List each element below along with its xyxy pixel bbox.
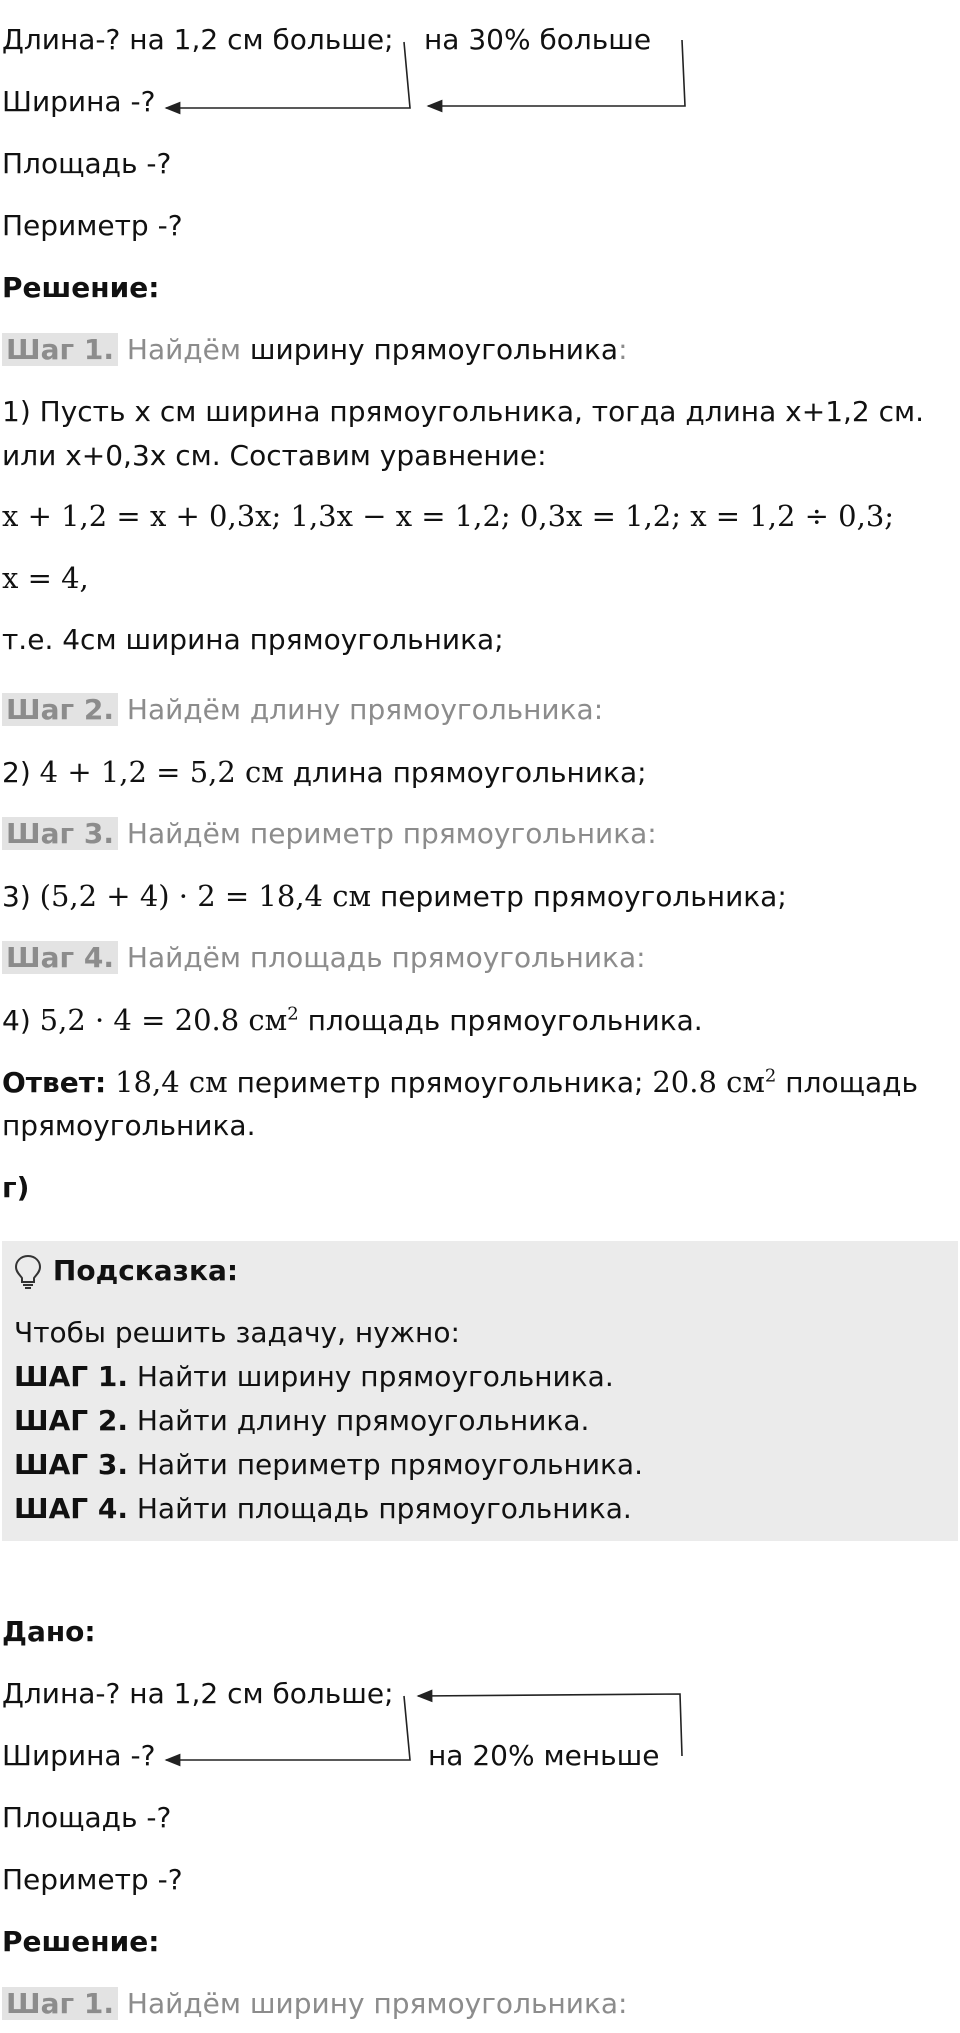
step1b-heading	[2, 1984, 627, 2024]
step4-math	[40, 1003, 299, 1037]
given2-area-text: Площадь -?	[2, 1801, 172, 1834]
step1-title-black: ширину прямоугольника	[249, 333, 619, 366]
eq-math2: x = 4,	[2, 561, 89, 595]
hint-step-text: Найти длину прямоугольника.	[136, 1404, 590, 1437]
solution2-heading: Решение:	[2, 1925, 160, 1958]
step3-line	[2, 876, 787, 917]
step3-heading	[2, 814, 657, 854]
given-area-text: Площадь -?	[2, 147, 172, 180]
step2-line	[2, 752, 647, 793]
answer-sup: 2	[764, 1065, 777, 1087]
given2-width-text: Ширина -?	[2, 1739, 156, 1772]
given2-length-text: Длина-? на 1,2 см больше;	[2, 1677, 394, 1710]
step2-math: 4 + 1,2 = 5,2 см	[39, 755, 284, 789]
step4-prefix: 4)	[2, 1004, 31, 1037]
lightbulb-icon	[12, 1253, 44, 1291]
step2-title: Найдём длину прямоугольника:	[126, 693, 604, 726]
hint-step-text: Найти периметр прямоугольника.	[136, 1448, 643, 1481]
answer-text2: площадь	[785, 1066, 919, 1099]
hint-box	[2, 1241, 958, 1541]
step4-math-text: 5,2 · 4 = 20.8 см	[39, 1003, 288, 1037]
hint-intro: Чтобы решить задачу, нужно:	[14, 1316, 460, 1349]
step3-title: Найдём периметр прямоугольника:	[126, 817, 657, 850]
step2-text: длина прямоугольника;	[292, 756, 647, 789]
hint-step-label: ШАГ 2.	[14, 1404, 128, 1437]
eq-line3: т.е. 4см ширина прямоугольника;	[2, 623, 504, 656]
given2-title: Дано:	[2, 1615, 96, 1648]
step1b-tag: Шаг 1.	[2, 1987, 118, 2020]
hint-header	[12, 1251, 238, 1291]
step3-math: (5,2 + 4) · 2 = 18,4 см	[39, 879, 372, 913]
step1-title-grey: Найдём	[126, 333, 242, 366]
answer-math2	[652, 1065, 776, 1099]
given-perimeter-text: Периметр -?	[2, 209, 183, 242]
hint-step-label: ШАГ 1.	[14, 1360, 128, 1393]
given-width-text: Ширина -?	[2, 85, 156, 118]
solution-heading: Решение:	[2, 271, 160, 304]
answer-line1	[2, 1062, 918, 1103]
step1b-title: Найдём ширину прямоугольника:	[126, 1987, 628, 2020]
hint-step-label: ШАГ 4.	[14, 1492, 128, 1525]
step3-text: периметр прямоугольника;	[379, 880, 787, 913]
eq-line2: или x+0,3x см. Составим уравнение:	[2, 439, 547, 472]
section-g-label: г)	[2, 1171, 30, 1204]
answer-label: Ответ:	[2, 1066, 107, 1099]
answer-math2-text: 20.8 см	[652, 1065, 765, 1099]
eq-math1: x + 1,2 = x + 0,3x; 1,3x − x = 1,2; 0,3x = 1,2; x = 1,2 ÷ 0,3;	[2, 499, 895, 533]
step4-heading	[2, 938, 646, 978]
answer-math1: 18,4 см	[115, 1065, 228, 1099]
hint-step-text: Найти площадь прямоугольника.	[136, 1492, 632, 1525]
hint-step-2	[14, 1401, 589, 1441]
hint-step-label: ШАГ 3.	[14, 1448, 128, 1481]
step2-tag: Шаг 2.	[2, 693, 118, 726]
answer-line2: прямоугольника.	[2, 1109, 256, 1142]
step1-tag: Шаг 1.	[2, 333, 118, 366]
given2-perimeter-text: Периметр -?	[2, 1863, 183, 1896]
step4-line	[2, 1000, 703, 1041]
given-length-text: Длина-? на 1,2 см больше;	[2, 23, 394, 56]
given-length-line	[2, 20, 394, 60]
hint-title: Подсказка:	[52, 1254, 239, 1287]
answer-text1: периметр прямоугольника;	[236, 1066, 644, 1099]
hint-step-1	[14, 1357, 614, 1397]
step2-heading	[2, 690, 603, 730]
given2-percent-text: на 20% меньше	[428, 1739, 660, 1772]
eq-line1: 1) Пусть x см ширина прямоугольника, тогда длина x+1,2 см.	[2, 395, 925, 428]
hint-step-3	[14, 1445, 643, 1485]
step4-tag: Шаг 4.	[2, 941, 118, 974]
hint-step-4	[14, 1489, 632, 1529]
given-percent-text: на 30% больше	[424, 23, 652, 56]
step2-prefix: 2)	[2, 756, 31, 789]
step3-prefix: 3)	[2, 880, 31, 913]
hint-step-text: Найти ширину прямоугольника.	[136, 1360, 614, 1393]
step4-title: Найдём площадь прямоугольника:	[126, 941, 646, 974]
step1-heading	[2, 330, 628, 370]
step3-tag: Шаг 3.	[2, 817, 118, 850]
step1-colon: :	[618, 333, 628, 366]
step4-sup: 2	[287, 1003, 299, 1025]
step4-text: площадь прямоугольника.	[307, 1004, 703, 1037]
